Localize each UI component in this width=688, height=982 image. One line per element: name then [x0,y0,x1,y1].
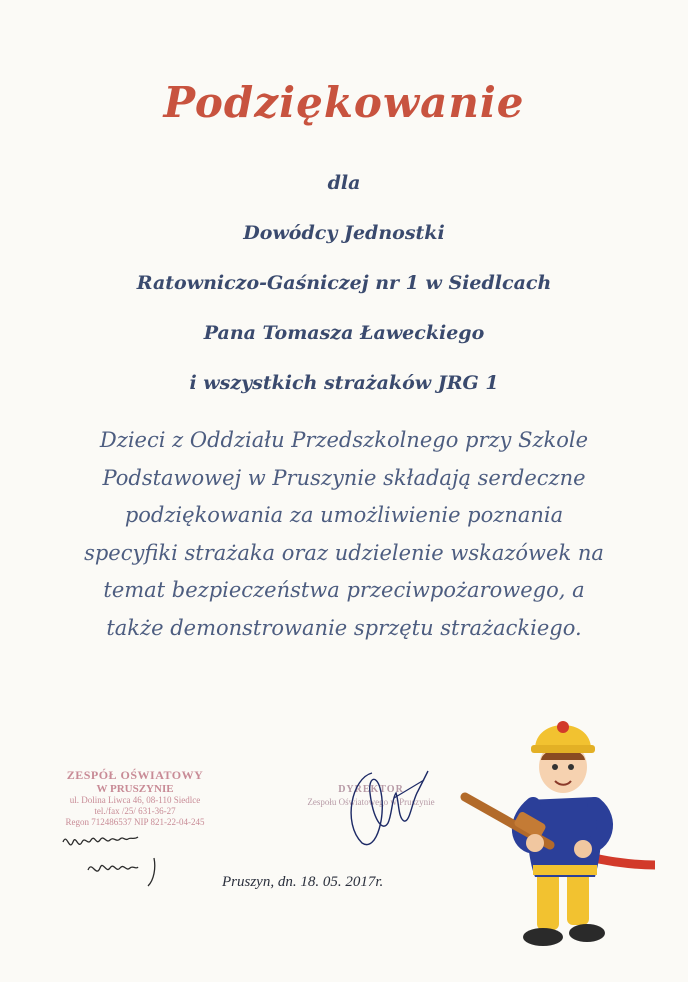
recipient-line-3: Ratowniczo-Gaśniczej nr 1 w Siedlcach [136,272,552,294]
stamp-line-5: Regon 712486537 NIP 821-22-04-245 [65,817,205,827]
body-line: temat bezpieczeństwa przeciwpożarowego, a [103,578,585,602]
director-stamp-line: Zespołu Oświatowego w Pruszynie [307,797,435,807]
certificate-body [40,422,648,647]
body-line: specyfiki strażaka oraz udzielenie wskazówek na [84,540,604,565]
handwritten-signature-left [58,822,198,892]
fireman-figure-illustration [455,705,655,955]
recipient-line-1: dla [327,172,361,194]
body-line: podziękowania za umożliwienie poznania [124,503,564,527]
handwritten-signature-director [332,758,442,858]
school-stamp [30,768,240,828]
body-line: także demonstrowanie sprzętu strażackiego. [106,615,582,640]
stamp-line-1: ZESPÓŁ OŚWIATOWY [66,768,204,782]
recipient-line-2: Dowódcy Jednostki [243,222,445,244]
body-line: Podstawowej w Pruszynie składają serdeczne [102,465,586,490]
stamp-line-3: ul. Dolina Liwca 46, 08-110 Siedlce [69,795,201,805]
stamp-line-2: W PRUSZYNIE [96,783,174,795]
recipient-line-5: i wszystkich strażaków JRG 1 [189,372,499,394]
place-date: Pruszyn, dn. 18. 05. 2017r. [222,874,384,890]
recipient-line-4: Pana Tomasza Ławeckiego [203,322,485,344]
certificate-title: Podziękowanie [163,78,525,127]
body-line: Dzieci z Oddziału Przedszkolnego przy Szkole [99,428,589,452]
stamp-line-4: tel./fax /25/ 631-36-27 [94,806,176,816]
director-stamp-title: DYREKTOR [338,784,404,795]
